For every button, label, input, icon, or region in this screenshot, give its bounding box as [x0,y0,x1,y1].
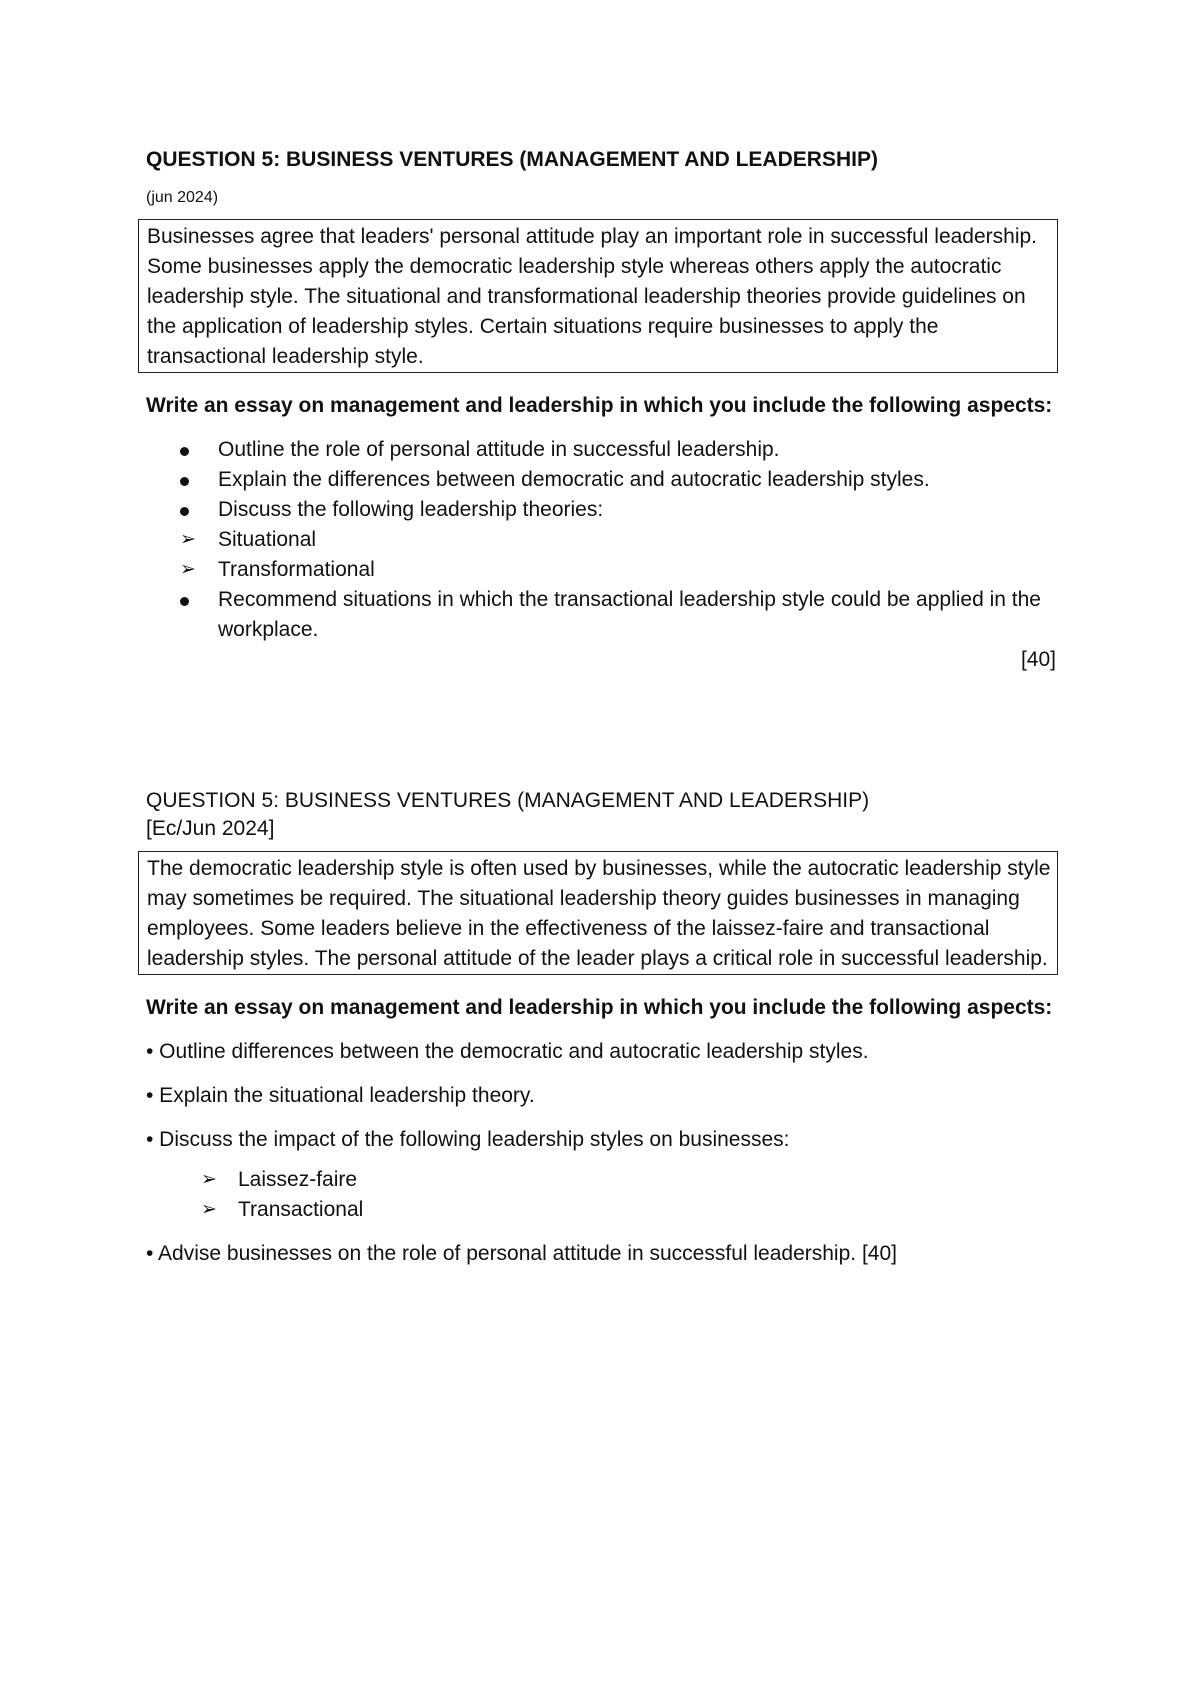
question-1-scenario-box [138,219,1058,373]
bullet-icon [180,465,210,495]
question-1-scenario-text: Businesses agree that leaders' personal attitude play an important role in successful leadership. Some businesses apply the democratic leadership style whereas others apply the autocratic leadership style. The situational and transformational leadership theories provide guidelines on the application of leadership styles. Certain situations require businesses to apply the transactional leadership style. [147,225,1038,368]
list-item: Outline the role of personal attitude in successful leadership. [146,435,1076,465]
list-item: ➢ Transactional [146,1195,1076,1225]
arrow-bullet-icon: ➢ [201,1199,217,1220]
arrow-bullet-icon: ➢ [201,1169,217,1190]
question-2-aspect-1: • Outline differences between the democratic and autocratic leadership styles. [146,1040,869,1063]
bullet-icon [180,435,210,465]
question-2-title: QUESTION 5: BUSINESS VENTURES (MANAGEMENT AND LEADERSHIP) [146,789,870,812]
question-1-marks: [40] [1020,648,1056,671]
list-item: ➢ Situational [146,525,1076,555]
question-2-aspect-4: • Advise businesses on the role of personal attitude in successful leadership. [40] [146,1242,897,1265]
list-item: ➢ Transformational [146,555,1076,585]
list-item: ➢ Laissez-faire [146,1165,1076,1195]
bullet-icon [180,495,210,525]
arrow-bullet-icon: ➢ [180,529,196,550]
list-item: Recommend situations in which the transactional leadership style could be applied in the workplace. [146,585,1076,645]
list-item: Discuss the following leadership theories: [146,495,1076,525]
question-1-title: QUESTION 5: BUSINESS VENTURES (MANAGEMENT AND LEADERSHIP) [146,148,878,171]
question-1-section [146,145,1076,675]
question-2-scenario-box [138,851,1058,975]
question-2-section [146,787,1076,1283]
question-2-aspect-2: • Explain the situational leadership theory. [146,1084,535,1107]
question-2-sub-list [146,1165,1076,1225]
list-item: Explain the differences between democratic and autocratic leadership styles. [146,465,1076,495]
question-1-instruction: Write an essay on management and leadership in which you include the following aspects: [146,394,1053,417]
question-2-source: [Ec/Jun 2024] [146,817,275,840]
bullet-icon [180,585,210,615]
arrow-bullet-icon: ➢ [180,559,196,580]
question-1-aspects-list [146,435,1076,645]
question-2-instruction: Write an essay on management and leadership in which you include the following aspects: [146,996,1053,1019]
question-1-source: (jun 2024) [146,189,219,206]
question-2-aspect-3: • Discuss the impact of the following leadership styles on businesses: [146,1128,790,1151]
question-2-scenario-text: The democratic leadership style is often used by businesses, while the autocratic leadership style may sometimes be required. The situational leadership theory guides businesses in managing employees. Some leaders believe in the effectiveness of the laissez-faire and transactional leadership styles. The personal attitude of the leader plays a critical role in successful leadership. [147,857,1051,970]
